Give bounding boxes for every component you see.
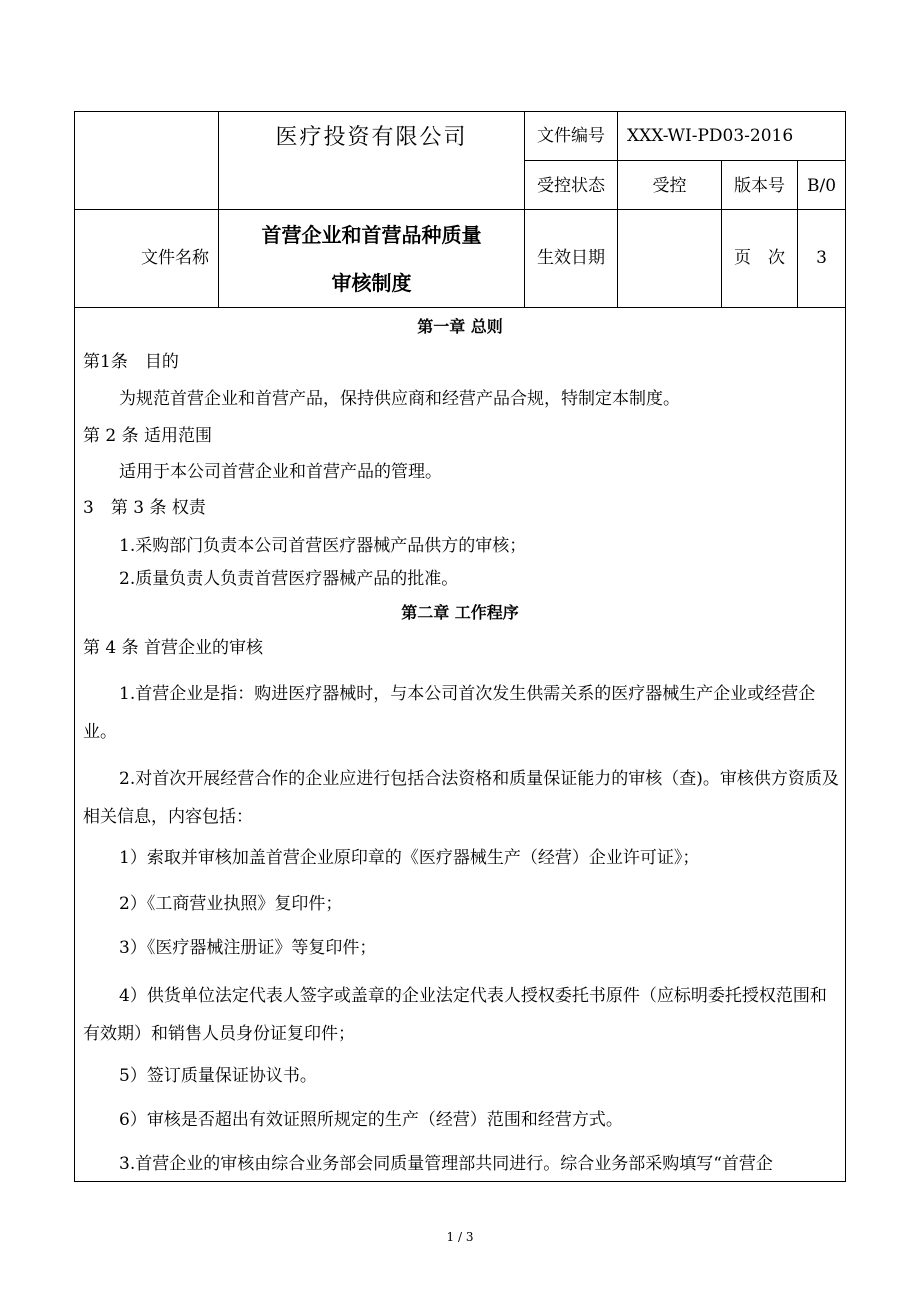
article-3-item-2: 2.质量负责人负责首营医疗器械产品的批准。 [119, 569, 459, 589]
article-4-sub-item-5: 5）签订质量保证协议书。 [119, 1066, 317, 1086]
article-2-text: 适用于本公司首营企业和首营产品的管理。 [119, 462, 442, 482]
article-4-sub-item-6: 6）审核是否超出有效证照所规定的生产（经营）范围和经营方式。 [119, 1110, 623, 1130]
file-name-label: 文件名称 [141, 248, 209, 268]
article-3-heading: 3 第 3 条 权责 [83, 498, 206, 518]
article-4-sub-item-1: 1）索取并审核加盖首营企业原印章的《医疗器械生产（经营）企业许可证》； [119, 848, 700, 868]
chapter-2-heading: 第二章 工作程序 [401, 603, 519, 622]
page-count-label: 页 次 [734, 248, 785, 268]
table-row-divider-3 [74, 307, 846, 308]
table-border-top [74, 111, 846, 112]
article-4-sub-item-2: 2）《工商营业执照》复印件； [119, 894, 343, 914]
table-col-divider-3 [617, 111, 618, 308]
doc-number-value: XXX-WI-PD03-2016 [627, 126, 794, 146]
document-title-line2: 审核制度 [331, 271, 412, 295]
table-border-left [74, 111, 75, 1182]
page-count-value: 3 [816, 248, 827, 268]
chapter-1-heading: 第一章 总则 [417, 317, 503, 336]
page-number: 1 / 3 [446, 1230, 474, 1244]
control-status-label: 受控状态 [537, 176, 605, 196]
version-value: B/0 [806, 176, 837, 196]
document-title-line1: 首营企业和首营品种质量 [261, 223, 482, 247]
article-4-sub-item-3: 3）《医疗器械注册证》等复印件； [119, 938, 377, 958]
article-1-text: 为规范首营企业和首营产品，保持供应商和经营产品合规，特制定本制度。 [119, 389, 680, 409]
article-4-heading: 第 4 条 首营企业的审核 [83, 638, 264, 658]
article-2-heading: 第 2 条 适用范围 [83, 426, 213, 446]
version-label: 版本号 [734, 176, 785, 196]
article-4-paragraph-2: 2.对首次开展经营合作的企业应进行包括合法资格和质量保证能力的审核（查)。审核供方资质及相关信息，内容包括： [83, 769, 839, 827]
effective-date-label: 生效日期 [537, 248, 605, 268]
table-row-divider-2 [74, 209, 846, 210]
table-border-bottom [74, 1181, 846, 1182]
doc-number-label: 文件编号 [537, 126, 605, 146]
company-name: 医疗投资有限公司 [275, 125, 468, 150]
article-4-sub-item-4: 4）供货单位法定代表人签字或盖章的企业法定代表人授权委托书原件（应标明委托授权范围和有效期）和销售人员身份证复印件； [83, 986, 827, 1044]
article-4-paragraph-1: 1.首营企业是指：购进医疗器械时，与本公司首次发生供需关系的医疗器械生产企业或经营企业。 [83, 684, 816, 742]
table-border-right [845, 111, 846, 1182]
control-status-value: 受控 [652, 176, 687, 196]
article-4-paragraph-3: 3.首营企业的审核由综合业务部会同质量管理部共同进行。综合业务部采购填写“首营企 [119, 1154, 773, 1174]
article-1-heading: 第1条 目的 [83, 352, 179, 372]
article-3-item-1: 1.采购部门负责本公司首营医疗器械产品供方的审核； [119, 536, 527, 556]
